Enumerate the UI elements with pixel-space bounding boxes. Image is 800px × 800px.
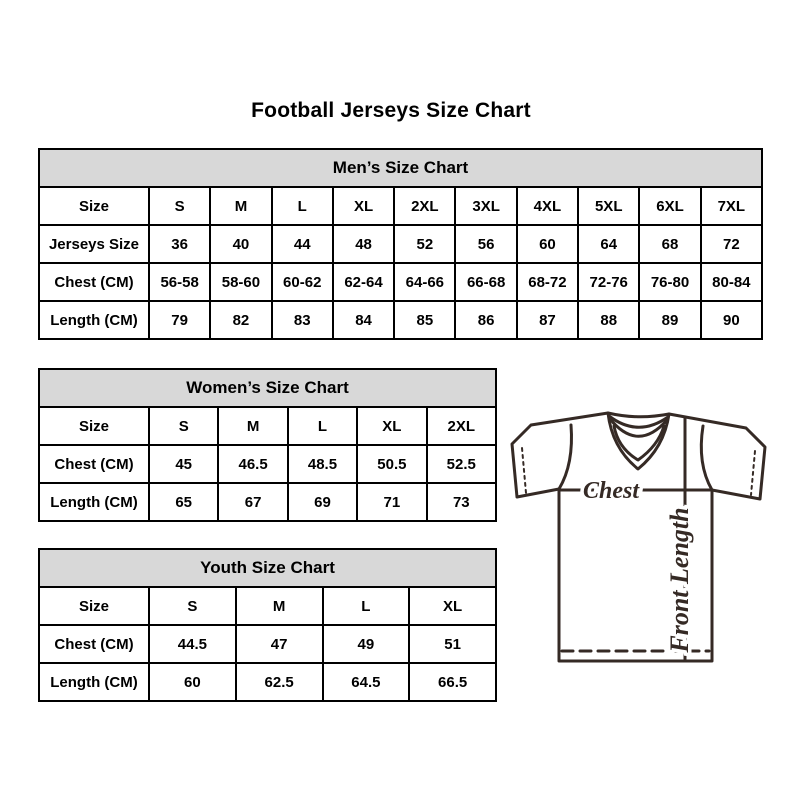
size-value-cell: L [323,587,410,625]
row-header-cell: Chest (CM) [39,263,149,301]
size-value-cell: M [218,407,287,445]
table-header-row [39,369,496,407]
table-row [39,663,496,701]
size-value-cell: 79 [149,301,210,339]
table-header-row [39,549,496,587]
size-value-cell: 52 [394,225,455,263]
size-value-cell: 50.5 [357,445,426,483]
size-value-cell: 68-72 [517,263,578,301]
size-value-cell: 60 [149,663,236,701]
size-value-cell: L [272,187,333,225]
size-value-cell: XL [357,407,426,445]
page-title: Football Jerseys Size Chart [251,99,531,122]
table-row [39,301,762,339]
size-value-cell: XL [409,587,496,625]
mens-size-table [38,148,763,340]
size-value-cell: XL [333,187,394,225]
size-value-cell: 62-64 [333,263,394,301]
size-value-cell: 72-76 [578,263,639,301]
size-value-cell: 60 [517,225,578,263]
size-value-cell: 56 [455,225,516,263]
row-header-cell: Length (CM) [39,663,149,701]
jersey-right-sleeve [669,414,765,499]
size-value-cell: S [149,587,236,625]
size-value-cell: 6XL [639,187,700,225]
size-value-cell: 44 [272,225,333,263]
size-value-cell: S [149,407,218,445]
size-value-cell: S [149,187,210,225]
table-section-header: Youth Size Chart [39,549,496,587]
jersey-right-armhole [701,426,712,490]
size-value-cell: 2XL [394,187,455,225]
jersey-illustration [503,398,775,690]
size-value-cell: 80-84 [701,263,762,301]
row-header-cell: Size [39,407,149,445]
size-value-cell: 2XL [427,407,496,445]
jersey-left-armhole [559,425,572,489]
row-header-cell: Size [39,587,149,625]
size-value-cell: 4XL [517,187,578,225]
size-value-cell: 89 [639,301,700,339]
size-value-cell: L [288,407,357,445]
womens-size-table [38,368,497,522]
size-value-cell: 67 [218,483,287,521]
row-header-cell: Chest (CM) [39,445,149,483]
size-value-cell: 68 [639,225,700,263]
table-row [39,225,762,263]
size-value-cell: 82 [210,301,271,339]
size-value-cell: 47 [236,625,323,663]
row-header-cell: Size [39,187,149,225]
row-header-cell: Length (CM) [39,483,149,521]
size-value-cell: 83 [272,301,333,339]
size-value-cell: 85 [394,301,455,339]
table-section-header: Men’s Size Chart [39,149,762,187]
size-value-cell: 40 [210,225,271,263]
size-value-cell: M [236,587,323,625]
size-value-cell: 49 [323,625,410,663]
size-value-cell: 69 [288,483,357,521]
size-value-cell: M [210,187,271,225]
size-value-cell: 58-60 [210,263,271,301]
table-row [39,263,762,301]
row-header-cell: Length (CM) [39,301,149,339]
size-value-cell: 66-68 [455,263,516,301]
size-value-cell: 64.5 [323,663,410,701]
table-section-header: Women’s Size Chart [39,369,496,407]
size-value-cell: 88 [578,301,639,339]
size-value-cell: 5XL [578,187,639,225]
table-row [39,483,496,521]
size-value-cell: 62.5 [236,663,323,701]
size-value-cell: 86 [455,301,516,339]
size-value-cell: 66.5 [409,663,496,701]
youth-size-table [38,548,497,702]
size-value-cell: 64 [578,225,639,263]
table-row [39,445,496,483]
size-value-cell: 48.5 [288,445,357,483]
front-length-measure-label: Front Length [665,507,694,653]
table-row [39,187,762,225]
size-value-cell: 3XL [455,187,516,225]
size-value-cell: 44.5 [149,625,236,663]
jersey-measurement-diagram [503,398,775,690]
table-row [39,587,496,625]
size-value-cell: 46.5 [218,445,287,483]
jersey-right-cuff-dashed-line [751,451,755,495]
size-value-cell: 56-58 [149,263,210,301]
table-header-row [39,149,762,187]
size-value-cell: 87 [517,301,578,339]
size-value-cell: 90 [701,301,762,339]
size-value-cell: 65 [149,483,218,521]
jersey-collar-top [608,413,669,417]
size-value-cell: 48 [333,225,394,263]
size-value-cell: 64-66 [394,263,455,301]
size-value-cell: 60-62 [272,263,333,301]
table-row [39,625,496,663]
size-value-cell: 76-80 [639,263,700,301]
size-value-cell: 52.5 [427,445,496,483]
size-value-cell: 7XL [701,187,762,225]
row-header-cell: Jerseys Size [39,225,149,263]
jersey-left-cuff-dashed-line [522,448,526,493]
row-header-cell: Chest (CM) [39,625,149,663]
size-value-cell: 45 [149,445,218,483]
size-value-cell: 84 [333,301,394,339]
size-value-cell: 72 [701,225,762,263]
size-value-cell: 36 [149,225,210,263]
size-value-cell: 71 [357,483,426,521]
chest-measure-label: Chest [582,478,640,504]
table-row [39,407,496,445]
size-value-cell: 73 [427,483,496,521]
size-value-cell: 51 [409,625,496,663]
